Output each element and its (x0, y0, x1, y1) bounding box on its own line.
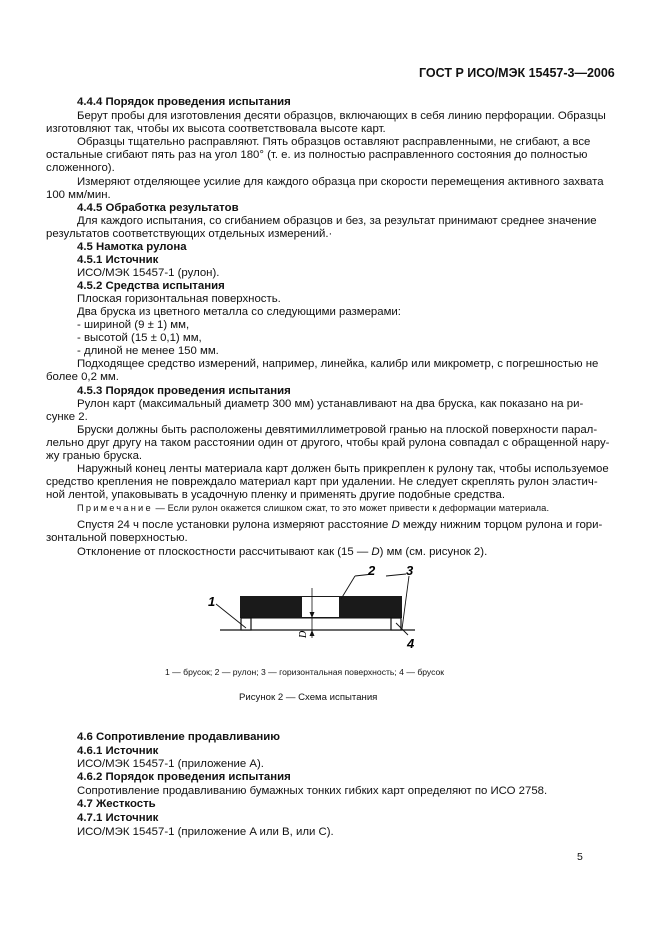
bar-left (241, 618, 251, 630)
leader-3 (402, 576, 409, 629)
d-label: D (298, 630, 309, 638)
section-heading: 4.5.1 Источник (77, 254, 159, 266)
label-2: 2 (368, 563, 376, 578)
text-line: - шириной (9 ± 1) мм, (77, 319, 190, 331)
section-heading: 4.6.2 Порядок проведения испытания (77, 771, 291, 783)
section-heading: 4.6 Сопротивление продавливанию (77, 731, 281, 743)
d-arrow-bottom (310, 630, 315, 636)
document-header: ГОСТ Р ИСО/МЭК 15457-3—2006 (419, 66, 615, 80)
text-line: средство крепления не повреждало материал карт при удалении. Не следует скреплять рулон эластич- (46, 476, 598, 488)
text-line: более 0,2 мм. (46, 371, 119, 383)
label-4: 4 (407, 636, 415, 651)
text-line: Измеряют отделяющее усилие для каждого образца при скорости перемещения активного захвата (77, 176, 604, 188)
section-heading: 4.6.1 Источник (77, 745, 159, 757)
text-line: 100 мм/мин. (46, 189, 111, 201)
text-line: Спустя 24 ч после установки рулона измеряют расстояние D между нижним торцом рулона и гори- (77, 519, 603, 531)
text-line: - высотой (15 ± 0,1) мм, (77, 332, 202, 344)
text-line: жу гранью бруска. (46, 450, 143, 462)
section-heading: 4.4.4 Порядок проведения испытания (77, 96, 291, 108)
text-line: Бруски должны быть расположены девятимиллиметровой гранью на плоской поверхности парал- (77, 424, 598, 436)
section-heading: 4.7.1 Источник (77, 812, 159, 824)
text-line: сложенного). (46, 162, 115, 174)
text-line: Образцы тщательно расправляют. Пять образцов оставляют расправленными, не сгибают, а все (77, 136, 591, 148)
text-line: лельно друг другу на таком расстоянии один от другого, чтобы край рулона совпадал с обращенной нару- (46, 437, 610, 449)
text-line: ной лентой, упаковывать в усадочную пленку и применять другие подобные средства. (46, 489, 506, 501)
leader-3-top (386, 574, 406, 576)
text-line: зонтальной поверхностью. (46, 532, 188, 544)
figure-caption: Рисунок 2 — Схема испытания (239, 692, 378, 703)
text-line: остальные сгибают пять раз на угол 180° (т. е. из полностью расправленного состояния до полностью (46, 149, 588, 161)
text-line: ИСО/МЭК 15457-1 (приложение A). (77, 758, 264, 770)
roll-gap (302, 597, 339, 617)
section-heading: 4.4.5 Обработка результатов (77, 202, 239, 214)
note-label: Примечание (77, 503, 153, 513)
section-heading: 4.5 Намотка рулона (77, 241, 187, 253)
bar-right (391, 618, 401, 630)
section-heading: 4.5.3 Порядок проведения испытания (77, 385, 291, 397)
note-text: — Если рулон окажется слишком сжат, то это может привести к деформации материала. (152, 503, 550, 513)
text-line: Для каждого испытания, со сгибанием образцов и без, за результат принимают среднее значение (77, 215, 597, 227)
text-line: Подходящее средство измерений, например, линейка, калибр или микрометр, с погрешностью не (77, 358, 599, 370)
page-number: 5 (577, 851, 583, 863)
text-line: Наружный конец ленты материала карт должен быть прикреплен к рулону так, чтобы используемое (77, 463, 609, 475)
text-line: Рулон карт (максимальный диаметр 300 мм) устанавливают на два бруска, как показано на ри- (77, 398, 584, 410)
text-line: результатов соответствующих отдельных измерений.· (46, 228, 333, 240)
section-heading: 4.7 Жесткость (77, 798, 156, 810)
text-line: Плоская горизонтальная поверхность. (77, 293, 281, 305)
text-line: Сопротивление продавливанию бумажных тонких гибких карт определяют по ИСО 2758. (77, 785, 548, 797)
section-heading: 4.5.2 Средства испытания (77, 280, 225, 292)
text-line: сунке 2. (46, 411, 88, 423)
text-line: ИСО/МЭК 15457-1 (приложение A или B, или C). (77, 826, 334, 838)
text-line: - длиной не менее 150 мм. (77, 345, 219, 357)
text-line: Отклонение от плоскостности рассчитывают как (15 — D) мм (см. рисунок 2). (77, 546, 488, 558)
figure-legend: 1 — брусок; 2 — рулон; 3 — горизонтальная поверхность; 4 — брусок (165, 667, 445, 677)
text-line: изготовляют так, чтобы их высота соответствовала высоте карт. (46, 123, 386, 135)
text-line: Два бруска из цветного металла со следующими размерами: (77, 306, 401, 318)
leader-2 (341, 576, 355, 599)
label-3: 3 (406, 563, 414, 578)
figure-2-diagram (200, 560, 440, 660)
text-line: Берут пробы для изготовления десяти образцов, включающих в себя линию перфорации. Образцы (77, 110, 606, 122)
label-1: 1 (208, 594, 216, 609)
note (77, 501, 549, 515)
text-line: ИСО/МЭК 15457-1 (рулон). (77, 267, 220, 279)
